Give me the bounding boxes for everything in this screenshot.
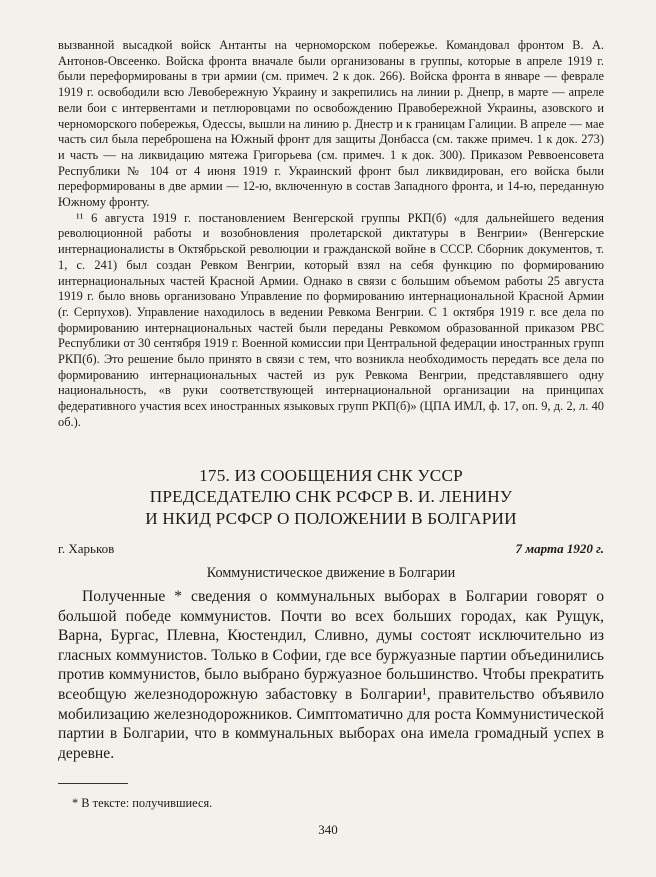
date: 7 марта 1920 г.	[515, 541, 604, 557]
page-content	[58, 38, 604, 811]
page-number: 340	[318, 822, 338, 837]
place: г. Харьков	[58, 541, 115, 557]
heading-line-1: 175. ИЗ СООБЩЕНИЯ СНК УССР	[199, 465, 463, 485]
document-heading	[58, 465, 604, 530]
footnote-star: * В тексте: получившиеся.	[72, 796, 213, 811]
notes-block	[58, 38, 604, 431]
note-continuation: вызванной высадкой войск Антанты на черноморском побережье. Командовал фронтом В. А. Антонов-Овсеенко. Войска фронта вначале были организованы в группы, которые в апреле 1919 г. были переформированы в три армии (см. примеч. 2 к док. 266). Войска фронта в январе — феврале 1919 г. освободили всю Левобережную Украину и закрепились на линии р. Днепр, в марте — апреле вели бои с интервентами и петлюровцами по освобождению Правобережной Украины, азовского и черноморского побережья, Одессы, вышли на линию р. Днестр и к границам Галиции. В апреле — мае часть сил была переброшена на Южный фронт для защиты Донбасса (см. также примеч. 1 к док. 273) и часть — на ликвидацию мятежа Григорьева (см. примеч. 1 к док. 300). Приказом Реввоенсовета Республики № 104 от 4 июня 1919 г. Украинский фронт был ликвидирован, его войска были переформированы в две армии — 12-ю, включенную в состав Западного фронта, и 14-ю, переданную Южному фронту.	[58, 38, 604, 210]
document-meta	[58, 541, 604, 557]
note-11: ¹¹ 6 августа 1919 г. постановлением Венгерской группы РКП(б) «для дальнейшего ведения революционной работы и возобновления пролетарской диктатуры в Венгрии» (Венгерские интернационалисты в Октябрьской революции и гражданской войне в СССР. Сборник документов, т. 1, с. 241) был создан Ревком Венгрии, который взял на себя функцию по формированию интернациональных частей Красной Армии. Однако в связи с большим объемом работы 25 августа 1919 г. было вновь организовано Управление по формированию интернациональной Красной Армии (г. Серпухов). Управление находилось в ведении Ревкома Венгрии. С 1 октября 1919 г. все дела по формированию интернациональных частей были переданы Ревкомом образованной приказом РВС Республики от 30 сентября 1919 г. Военной комиссии при Центральной федерации иностранных групп РКП(б). Это решение было принято в связи с тем, что возникла необходимость передать все дела по формированию интернациональных частей из рук Ревкома Венгрии, представлявшего одну национальность, «в руки соответствующей интернациональной организации на принципах федеративного участия всех иностранных языковых групп РКП(б)» (ЦПА ИМЛ, ф. 17, оп. 9, д. 2, л. 40 об.).	[58, 210, 604, 429]
heading-line-3: И НКИД РСФСР О ПОЛОЖЕНИИ В БОЛГАРИИ	[145, 508, 517, 528]
body-paragraph: Полученные * сведения о коммунальных выборах в Болгарии говорят о большой победе коммунистов. Почти во всех больших городах, как Рущук, Варна, Бургас, Плевна, Кюстендил, Сливно, думы состоят исключительно из гласных коммунистов. Только в Софии, где все буржуазные партии объединились против коммунистов, было выбрано буржуазное большинство. Чтобы прекратить всеобщую железнодорожную забастовку в Болгарии¹, правительство объявило мобилизацию железнодорожников. Симптоматично для роста Коммунистической партии в Болгарии, что в коммунальных выборах она имела громадный успех в деревне.	[58, 588, 604, 762]
body-text	[58, 587, 604, 763]
section-subtitle: Коммунистическое движение в Болгарии	[206, 565, 456, 582]
heading-line-2: ПРЕДСЕДАТЕЛЮ СНК РСФСР В. И. ЛЕНИНУ	[149, 487, 513, 507]
footnote-divider	[58, 783, 128, 784]
